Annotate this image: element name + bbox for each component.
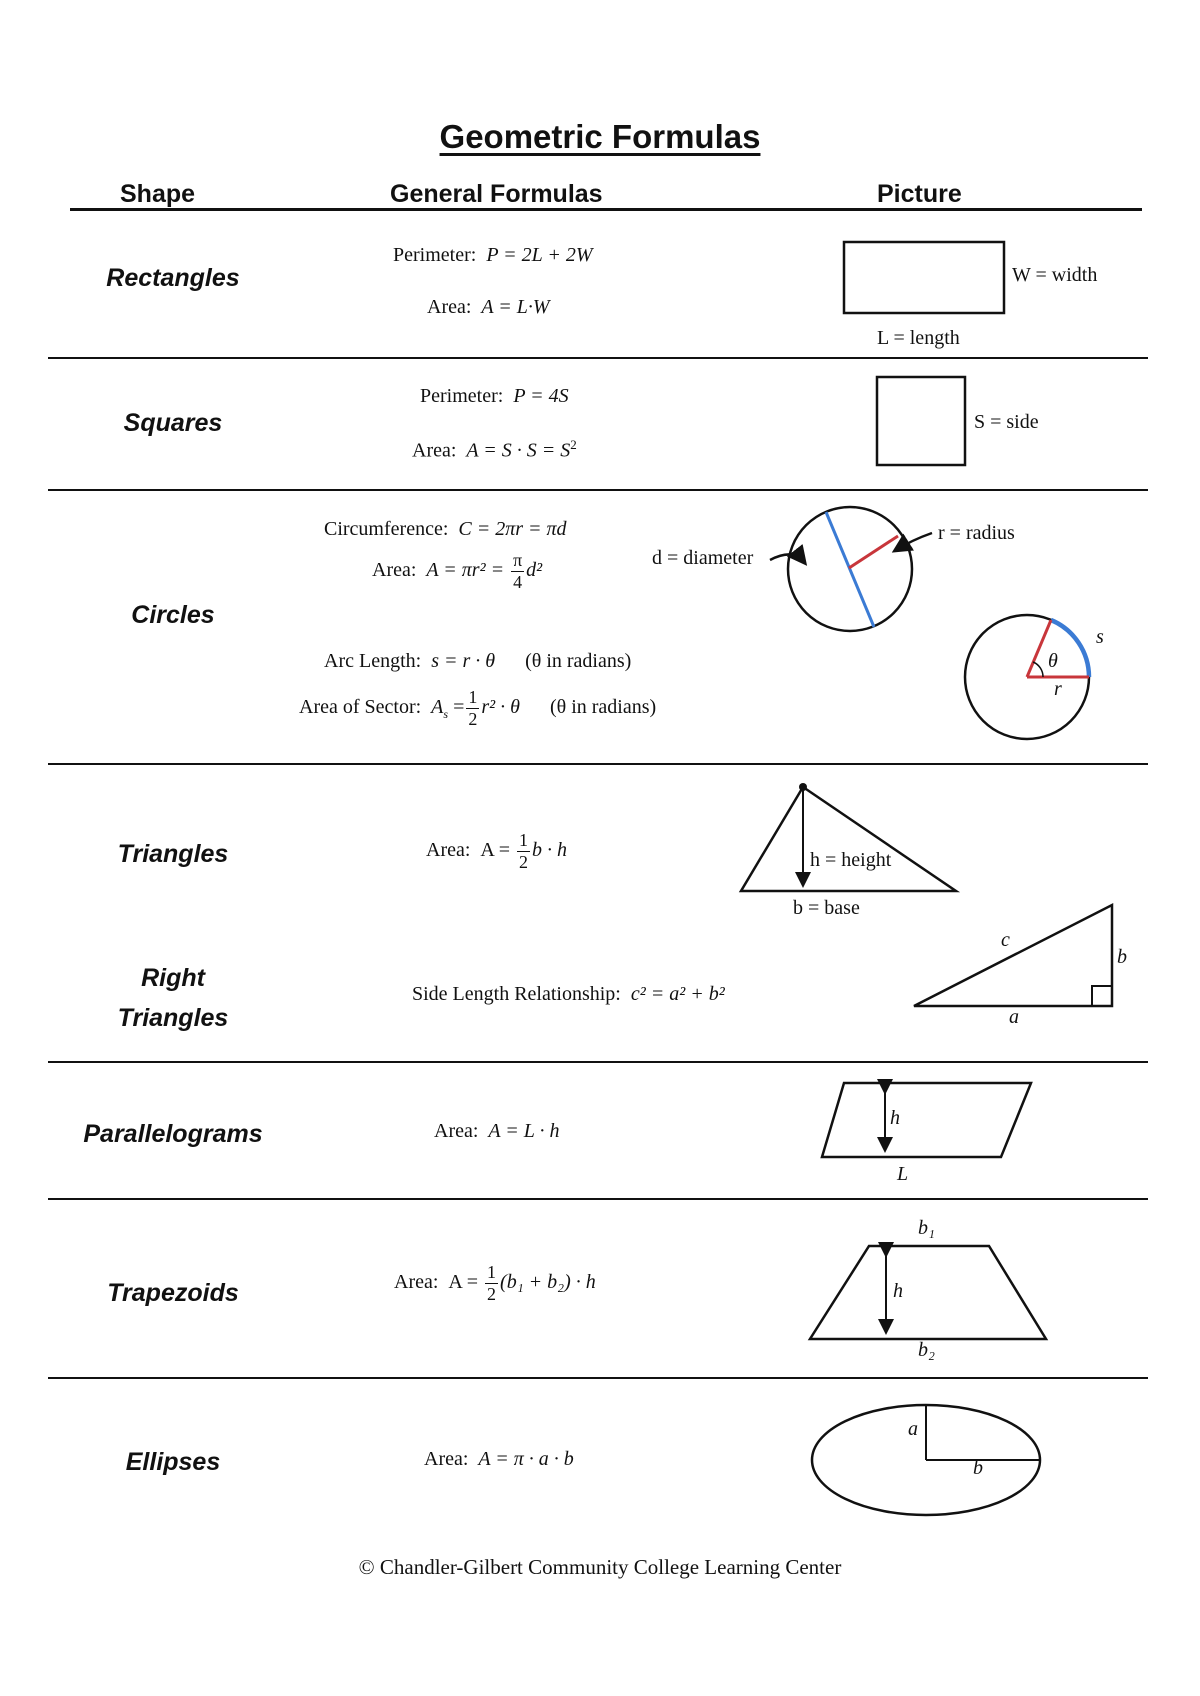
circle-circumference: Circumference: C = 2πr = πd [324,518,567,540]
shape-name-trapezoids: Trapezoids [107,1279,239,1307]
sector-s-label: s [1096,626,1104,648]
sector-theta-label: θ [1048,650,1058,672]
column-header-picture: Picture [877,180,962,208]
circle-picture [770,507,932,631]
shape-name-circles: Circles [131,601,215,629]
trapezoid-h-label: h [893,1280,903,1302]
circle-radius-label: r = radius [938,522,1015,544]
rectangle-picture [844,242,1004,313]
parallelogram-L-label: L [897,1163,909,1185]
parallelogram-h-label: h [890,1107,900,1129]
ellipse-b-label: b [973,1457,983,1479]
right-triangle-b-label: b [1117,946,1127,968]
square-side-label: S = side [974,411,1039,433]
square-area: Area: $A = S \cdot S = S^2$ [412,437,577,462]
ellipse-area: Area: A = π · a · b [424,1448,574,1470]
circle-diameter-label: d = diameter [652,547,754,569]
diameter-arrow [770,554,804,562]
column-header-shape: Shape [120,180,196,208]
right-triangle-c-label: c [1001,929,1010,951]
trapezoid-b1-label: b₁ [918,1217,935,1239]
right-triangle-picture [914,905,1112,1006]
rectangle-area: Area: A = L·W [427,296,550,318]
column-header-formulas: General Formulas [390,180,603,208]
triangle-height-label: h = height [810,849,892,871]
right-triangle-relation: Side Length Relationship: c² = a² + b² [412,983,725,1005]
right-triangle-a-label: a [1009,1006,1019,1028]
shape-name-right-triangles: Right Triangles [117,964,229,1032]
shape-name-rectangles: Rectangles [106,264,240,292]
shape-name-ellipses: Ellipses [125,1448,221,1476]
footer-copyright: © Chandler-Gilbert Community College Learning Center [358,1555,842,1579]
page-title: Geometric Formulas [439,118,761,155]
rectangle-perimeter: Perimeter: P = 2L + 2W [393,244,593,266]
trapezoid-picture [810,1246,1046,1339]
circle-area: Area: A = πr² = $\frac{\pi}{4}$ d² [372,550,543,592]
diameter-line [826,512,874,627]
rectangle-width-label: W = width [1012,264,1098,286]
parallelogram-picture [822,1083,1031,1157]
circle-sector-area: Area of Sector: $A_s$ = $\frac{1}{2}$ r² · θ (θ in radians) [299,687,657,729]
shape-name-triangles: Triangles [117,840,229,868]
rectangle-length-label: L = length [877,327,960,349]
sector-picture [965,615,1089,739]
theta-angle-arc [1033,662,1043,677]
triangle-area: Area: A = $\frac{1}{2}$ b · h [426,830,568,872]
ellipse-picture [812,1405,1040,1515]
circle-arc-length: Arc Length: s = r · θ (θ in radians) [324,650,632,672]
shape-name-parallelograms: Parallelograms [83,1120,263,1148]
square-picture [877,377,965,465]
ellipse-a-label: a [908,1418,918,1440]
sector-r-label: r [1054,678,1062,700]
trapezoid-b2-label: b₂ [918,1339,935,1361]
parallelogram-area: Area: A = L · h [434,1120,560,1142]
triangle-base-label: b = base [793,897,860,919]
triangle-picture [741,783,956,891]
shape-name-squares: Squares [123,409,223,437]
square-perimeter: Perimeter: P = 4S [420,385,569,407]
radius-line [849,536,898,568]
trapezoid-area: Area: A = $\frac{1}{2}$ (b₁ + b₂) · h [394,1262,596,1304]
